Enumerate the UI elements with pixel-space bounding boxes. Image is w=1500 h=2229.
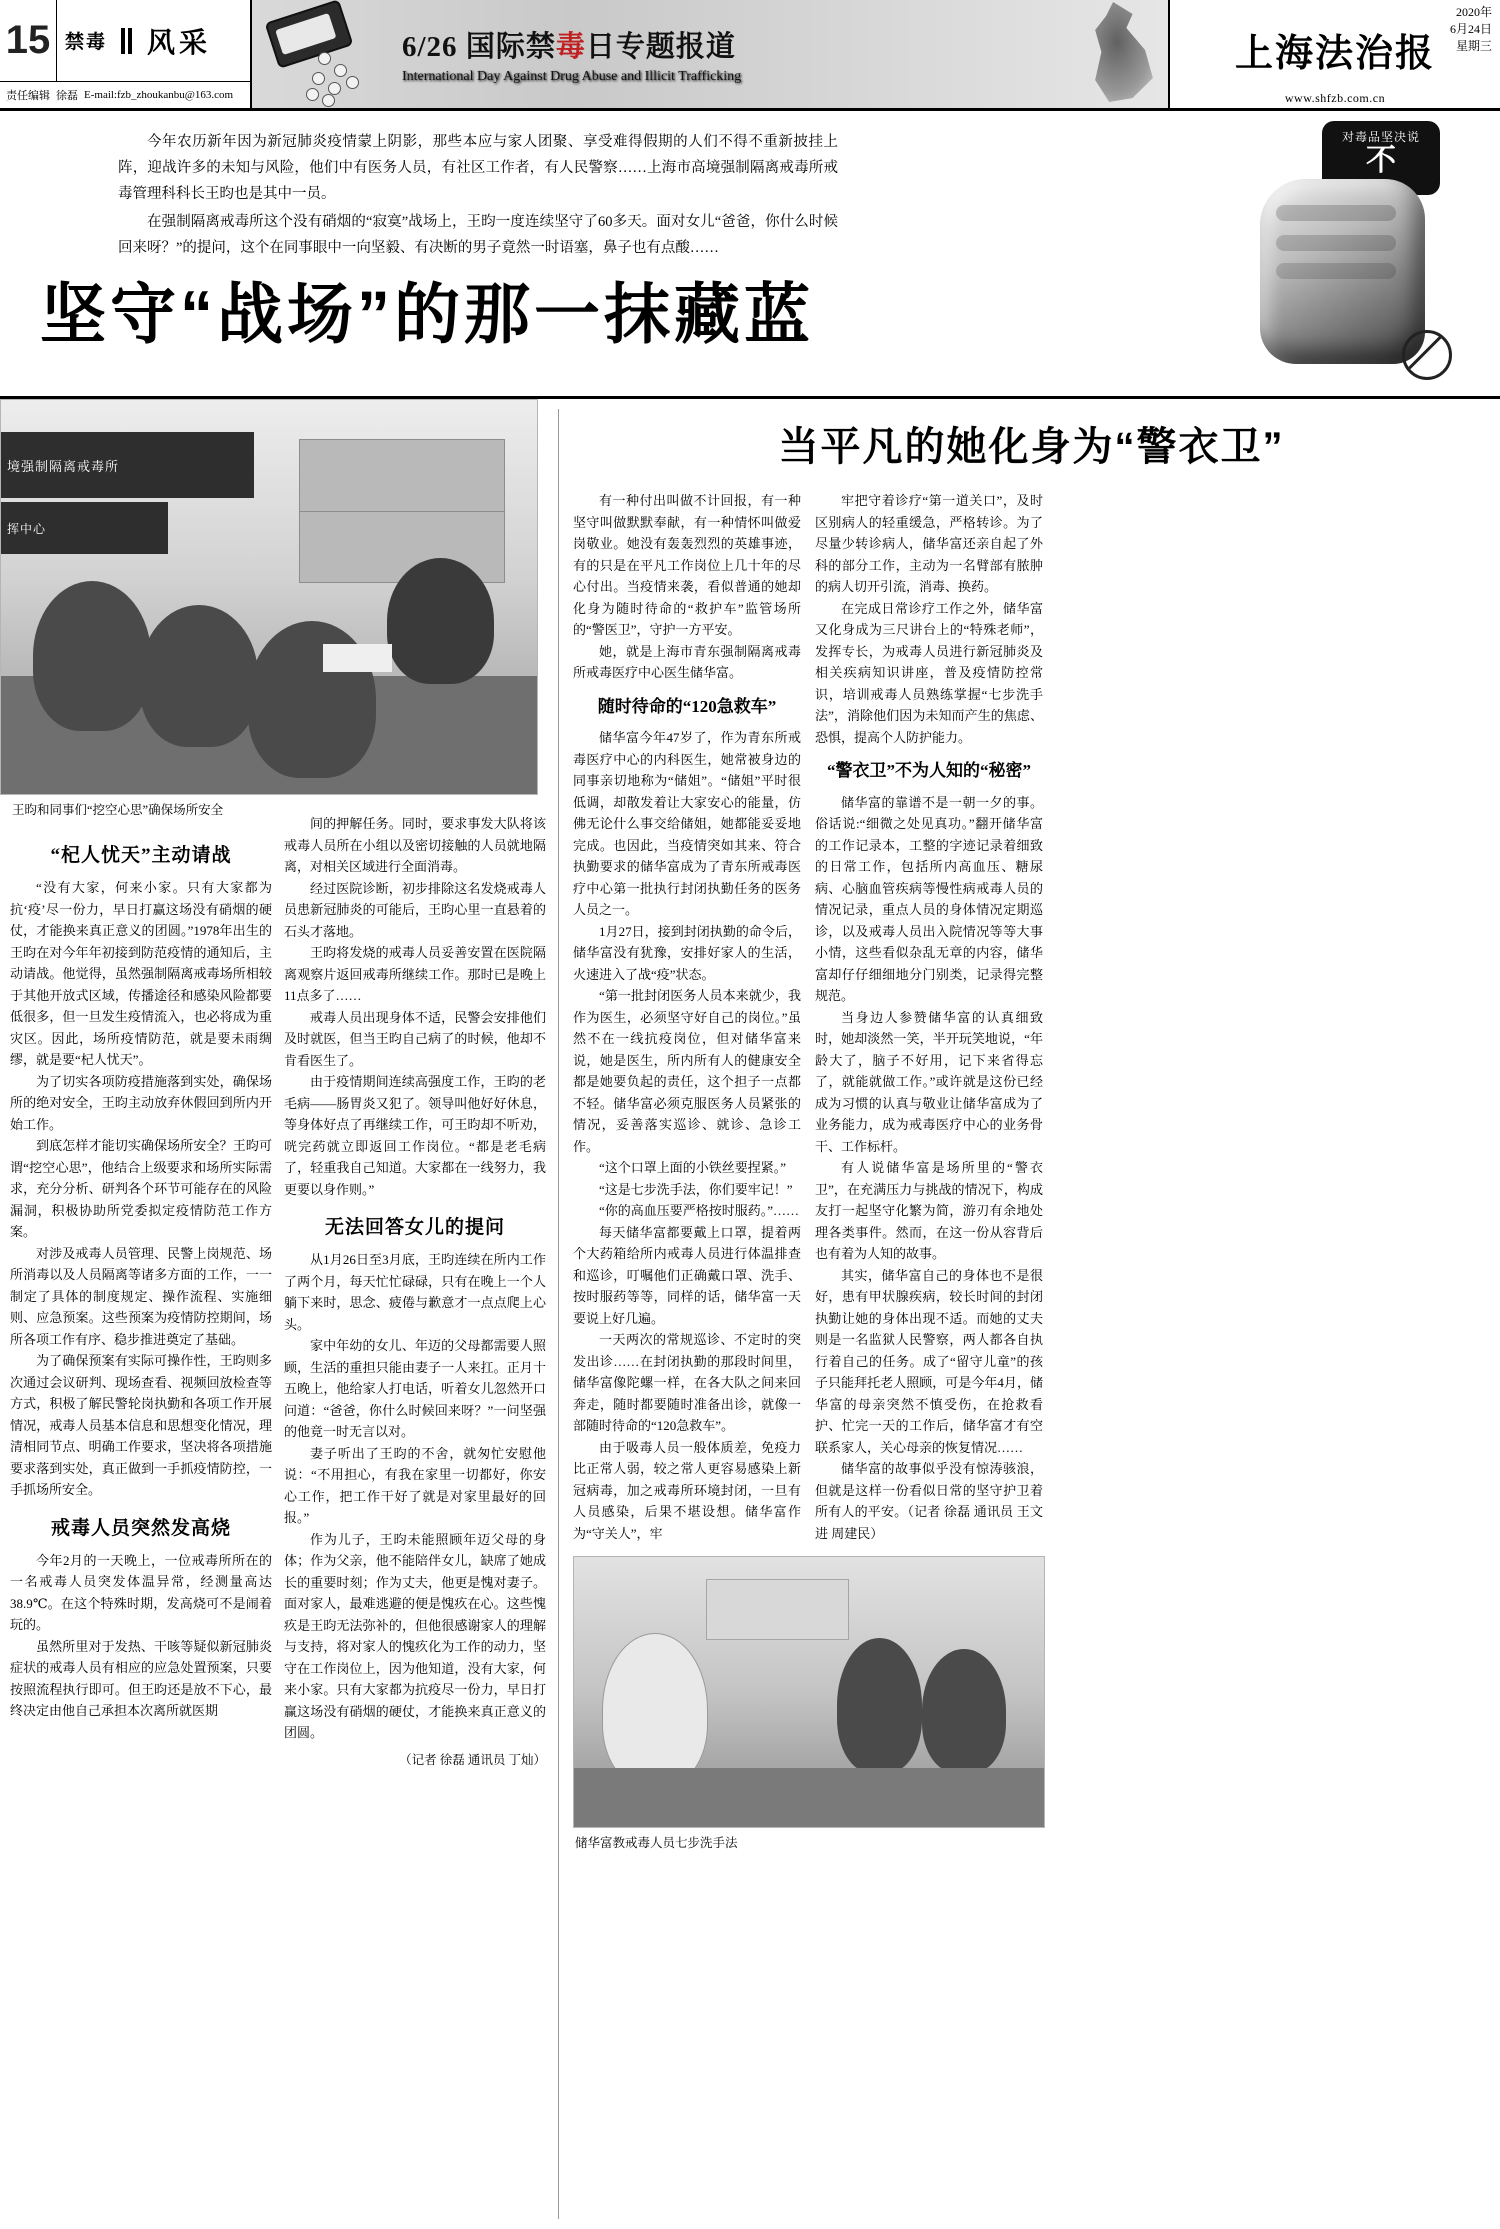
paragraph: 对涉及戒毒人员管理、民警上岗规范、场所消毒以及人员隔离等诸多方面的工作，一一制定了具体的制度规定、操作流程、实施细则、应急预案。这些预案为疫情防控期间，场所各项工作有序、稳步推进奠定了基础。 xyxy=(10,1245,272,1347)
fist-icon xyxy=(1260,179,1425,364)
photo-document xyxy=(323,644,393,672)
left-section-2-text xyxy=(10,1550,272,1722)
rooster-illustration xyxy=(1078,2,1156,102)
decorative-bars xyxy=(121,27,135,55)
paragraph: 储华富今年47岁了，作为青东所戒毒医疗中心的内科医生，她常被身边的同事亲切地称为“储姐”。“储姐”平时很低调，却散发着让大家安心的能量，仿佛无论什么事交给储姐，她都能妥妥地完成。也因此，当疫情突如其来、符合执勤要求的储华富成为了青东所戒毒医疗中心第一批执行封闭执勤任务的医务人员之一。 xyxy=(573,730,801,917)
newspaper-title: 上海法治报 xyxy=(1234,33,1435,75)
left-heading-1: “杞人忧天”主动请战 xyxy=(50,845,232,866)
photo-caption-2: 储华富教戒毒人员七步洗手法 xyxy=(575,1836,738,1850)
left-article-byline: （记者 徐磊 通讯员 丁灿） xyxy=(399,1752,546,1767)
paragraph: 储华富的靠谱不是一朝一夕的事。俗话说:“细微之处见真功。”翻开储华富的工作记录本，工整的字迹记录着细致的日常工作，包括所内高血压、糖尿病、心脑血管疾病等慢性病戒毒人员的情况记录，重点人员的身体情况定期巡诊，以及戒毒人员出入院情况等等大事小情，这些看似杂乱无章的内容，储华富却仔仔细细地分门别类，记录得完整规范。 xyxy=(815,794,1043,1003)
paragraph: 在完成日常诊疗工作之外，储华富又化身成为三尺讲台上的“特殊老师”，发挥专长，为戒毒人员进行新冠肺炎及相关疾病知识讲座，普及疫情防控常识，培训戒毒人员熟练掌握“七步洗手法”，消除他们因为未知而产生的焦虑、恐惧，提高个人防护能力。 xyxy=(815,600,1043,745)
right-subheading-1: 随时待命的“120急救车” xyxy=(597,696,777,716)
photo-trainee-1 xyxy=(837,1638,922,1773)
paragraph: 经过医院诊断，初步排除这名发烧戒毒人员患新冠肺炎的可能后，王昀心里一直悬着的石头才落地。 xyxy=(284,880,546,939)
paragraph: 作为儿子，王昀未能照顾年迈父母的身体；作为父亲，他不能陪伴女儿，缺席了她成长的重要时刻；作为丈夫，他更是愧对妻子。面对家人，最难逃避的便是愧疚在心。这些愧疚是王昀无法弥补的，但他很感谢家人的理解与支持，将对家人的愧疚化为工作的动力，坚守在工作岗位上，因为他知道，没有大家，何来小家。只有大家都为抗疫尽一份力，早日打赢这场没有硝烟的硬仗，才能换来真正意义的团圆。 xyxy=(284,1531,546,1740)
paragraph: 其实，储华富自己的身体也不是很好，患有甲状腺疾病，较长时间的封闭执勤让她的身体出现不适。而她的丈夫则是一名监狱人民警察，两人都各自执行着自己的任务。成了“留守儿童”的孩子只能拜托老人照顾，可是今年4月，储华富的母亲突然不慎受伤，在抢救看护、忙完一天的工作后，储华富才有空联系家人，关心母亲的恢复情况…… xyxy=(815,1267,1043,1455)
paragraph: 今年2月的一天晚上，一位戒毒所所在的一名戒毒人员突发体温异常，经测量高达38.9℃。在这个特殊时期，发高烧可不是闹着玩的。 xyxy=(10,1552,272,1632)
left-column xyxy=(7,409,272,2219)
paragraph: “这是七步洗手法，你们要牢记！” xyxy=(599,1181,793,1197)
paragraph: 戒毒人员出现身体不适，民警会安排他们及时就医，但当王昀自己病了的时候，他却不肯看医生了。 xyxy=(284,1009,546,1068)
photo-doctor xyxy=(602,1633,707,1786)
paragraph: 家中年幼的女儿、年迈的父母都需要人照顾，生活的重担只能由妻子一人来扛。正月十五晚上，他给家人打电话，听着女儿忽然开口问道：“爸爸，你什么时候回来呀？”一问坚强的他竟一时无言以对。 xyxy=(284,1338,546,1439)
paragraph: 间的押解任务。同时，要求事发大队将该戒毒人员所在小组以及密切接触的人员就地隔离，对相关区域进行全面消毒。 xyxy=(284,816,546,874)
campaign-title-english: International Day Against Drug Abuse and Illicit Trafficking xyxy=(402,68,742,84)
right-column-2 xyxy=(815,490,1043,1544)
paragraph: 牢把守着诊疗“第一道关口”，及时区别病人的轻重缓急，严格转诊。为了尽量少转诊病人，储华富还亲自起了外科的部分工作，主动为一名臂部有脓肿的病人切开引流，消毒、换药。 xyxy=(815,493,1043,594)
masthead-section: 风采 xyxy=(147,27,212,59)
feature-block xyxy=(0,111,1500,399)
paragraph: 到底怎样才能切实确保场所安全？王昀可谓“挖空心思”，他结合上级要求和场所实际需求，充分分析、研判各个环节可能存在的风险漏洞，积极协助所党委拟定疫情防范工作方案。 xyxy=(10,1138,272,1239)
paragraph: “没有大家，何来小家。只有大家都为抗‘疫’尽一份力，早日打赢这场没有硝烟的硬仗，才能换来真正意义的团圆。”1978年出生的王昀在对今年年初接到防范疫情的通知后，主动请战。他觉得，虽然强制隔离戒毒场所相较于其他开放式区域，传播途径和感染风险都要低很多，但一旦发生疫情流入，也必将成为重灾区。因此，场所疫情防范，就是要未雨绸缪，就是要“杞人忧天”。 xyxy=(10,880,272,1067)
editor-name: 徐磊 xyxy=(56,90,78,102)
mid-section-1-text xyxy=(284,1249,546,1744)
publication-date xyxy=(1450,4,1492,55)
photo-banner-text: 境强制隔离戒毒所 xyxy=(1,432,254,499)
photo-banner-text-2: 挥中心 xyxy=(1,502,168,553)
masthead-editor-line xyxy=(0,82,250,108)
page-number: 15 xyxy=(5,18,51,62)
right-article xyxy=(558,409,1490,2219)
photo-trainee-2 xyxy=(922,1649,1007,1773)
left-section-1-text xyxy=(10,877,272,1501)
campaign-banner xyxy=(252,0,1168,108)
date-year: 2020年 xyxy=(1455,5,1492,19)
pill-bottle-illustration xyxy=(262,6,392,102)
paragraph: 她，就是上海市青东强制隔离戒毒所戒毒医疗中心医生储华富。 xyxy=(573,643,801,680)
paragraph: 从1月26日至3月底，王昀连续在所内工作了两个月，每天忙忙碌碌，只有在晚上一个人躺下来时，思念、疲倦与歉意才一点点爬上心头。 xyxy=(284,1252,546,1332)
campaign-title xyxy=(402,24,741,85)
paragraph: 妻子听出了王昀的不舍，就匆忙安慰他说：“不用担心，有我在家里一切都好，你安心工作，把工作干好了就是对家里最好的回报。” xyxy=(284,1445,546,1525)
paragraph: 由于吸毒人员一般体质差，免疫力比正常人弱，较之常人更容易感染上新冠病毒，加之戒毒所环境封闭，一旦有人员感染，后果不堪设想。储华富作为“守关人”，牢 xyxy=(573,1439,801,1541)
feature-lead xyxy=(118,129,838,263)
anti-drug-illustration xyxy=(1230,121,1460,386)
campaign-date: 6/26 xyxy=(402,30,458,63)
photo-handwashing xyxy=(573,1556,1045,1828)
paragraph: 有人说储华富是场所里的“警衣卫”，在充满压力与挑战的情况下，构成友打一起坚守化繁为简，游刃有余地处理各类事件。然而，在这一份从容背后也有着为人知的故事。 xyxy=(815,1160,1043,1261)
left-heading-2: 戒毒人员突然发高烧 xyxy=(50,1517,231,1539)
newspaper-url[interactable]: www.shfzb.com.cn xyxy=(1284,91,1386,105)
paragraph: “你的高血压要严格按时服药。”…… xyxy=(599,1203,800,1218)
right-article-title: 当平凡的她化身为“警衣卫” xyxy=(778,425,1285,469)
campaign-main-b: 日专题报道 xyxy=(585,30,736,63)
paragraph: 有一种付出叫做不计回报，有一种坚守叫做默默奉献，有一种情怀叫做爱岗敬业。她没有轰轰烈烈的英雄事迹，有的只是在平凡工作岗位上几十年的尽心付出。当疫情来袭，看似普通的她却化身为随时待命的“救护车”监管场所的“警医卫”，守护一方平安。 xyxy=(573,493,801,637)
campaign-main-red: 毒 xyxy=(555,30,586,63)
photo-meeting xyxy=(0,399,538,795)
paragraph: 为了确保预案有实际可操作性，王昀则多次通过会议研判、现场查看、视频回放检查等方式，积极了解民警轮岗执勤和各项工作开展情况，戒毒人员基本信息和思想变化情况，理清相同节点、明确工作要求，坚决将各项措施要求落到实处，真正做到一手抓疫情防控，一手抓场所安全。 xyxy=(10,1353,272,1497)
article-body xyxy=(0,399,1500,2219)
photo-cabinet xyxy=(299,439,505,583)
paragraph: 1月27日，接到封闭执勤的命令后，储华富没有犹豫，安排好家人的生活，火速进入了战“疫”状态。 xyxy=(573,923,801,982)
paragraph: “这个口罩上面的小铁丝要捏紧。” xyxy=(599,1160,787,1175)
masthead-section-bar xyxy=(0,0,250,82)
masthead-right xyxy=(1168,0,1500,108)
masthead-left xyxy=(0,0,252,108)
paragraph: 储华富的故事似乎没有惊涛骇浪，但就是这样一份看似日常的坚守护卫着所有人的平安。（记者 徐磊 通讯员 王文进 周建民） xyxy=(815,1461,1043,1541)
paragraph: 为了切实各项防疫措施落到实处，确保场所的绝对安全，王昀主动放弃休假回到所内开始工作。 xyxy=(10,1073,272,1132)
photo-caption-1: 王昀和同事们“挖空心思”确保场所安全 xyxy=(12,803,224,817)
paragraph: 王昀将发烧的戒毒人员妥善安置在医院隔离观察片返回戒毒所继续工作。那时已是晚上11点多了…… xyxy=(284,945,546,1003)
paragraph: 由于疫情期间连续高强度工作，王昀的老毛病——肠胃炎又犯了。领导叫他好好休息，等身体好点了再继续工作，可王昀却不听劝，咣完药就立即返回工作岗位。“都是老毛病了，轻重我自己知道。大家都在一线努力，我更要以身作则。” xyxy=(284,1074,546,1197)
no-drug-icon xyxy=(1402,330,1452,380)
photo-person-officer xyxy=(387,558,494,684)
paragraph: 一天两次的常规巡诊、不定时的突发出诊……在封闭执勤的那段时间里，储华富像陀螺一样，在各大队之间来回奔走，随时都要随时准备出诊，就像一部随时待命的“120急救车”。 xyxy=(573,1332,801,1433)
mid-section-continued xyxy=(284,813,546,1200)
paragraph: 每天储华富都要戴上口罩，提着两个大药箱给所内戒毒人员进行体温排查和巡诊，叮嘱他们正确戴口罩、洗手、按时服药等等，同样的话，储华富一天要说上好几遍。 xyxy=(573,1224,801,1326)
editor-label: 责任编辑 xyxy=(6,90,50,102)
right-column-1 xyxy=(573,490,801,1544)
feature-lead-p1: 今年农历新年因为新冠肺炎疫情蒙上阴影，那些本应与家人团聚、享受难得假期的人们不得不重新披挂上阵，迎战许多的未知与风险，他们中有医务人员，有社区工作者，有人民警察……上海市高境强制隔离戒毒所戒毒管理科科长王昀也是其中一员。 xyxy=(118,134,838,202)
speech-bubble-top-text: 对毒品坚决说 xyxy=(1341,130,1420,144)
right-subheading-2: “警衣卫”不为人知的“秘密” xyxy=(827,761,1031,780)
editor-email: E-mail:fzb_zhoukanbu@163.com xyxy=(84,89,234,101)
photo-desk xyxy=(574,1768,1044,1827)
masthead xyxy=(0,0,1500,111)
photo-shelf xyxy=(706,1579,849,1640)
masthead-category: 禁毒 xyxy=(56,0,115,81)
date-month-day: 6月24日 xyxy=(1449,22,1492,36)
speech-bubble-big-text: 不 xyxy=(1366,144,1396,177)
feature-lead-p2: 在强制隔离戒毒所这个没有硝烟的“寂寞”战场上，王昀一度连续坚守了60多天。面对女儿“爸爸，你什么时候回来呀？”的提问，这个在同事眼中一向坚毅、有决断的男子竟然一时语塞，鼻子也有点酸…… xyxy=(118,214,838,256)
paragraph: 虽然所里对于发热、干咳等疑似新冠肺炎症状的戒毒人员有相应的应急处置预案，只要按照流程执行即可。但王昀还是放不下心，最终决定由他自己承担本次离所就医期 xyxy=(10,1638,272,1718)
campaign-main-a: 国际禁 xyxy=(465,30,556,63)
paragraph: “第一批封闭医务人员本来就少，我作为医生，必须坚守好自己的岗位。”虽然不在一线抗疫岗位，但对储华富来说，她是医生，所内所有人的健康安全都是她要负起的责任，这个担子一点都不轻。储华富必须克服医务人员紧张的情况，妥善落实巡诊、就诊、急诊工作。 xyxy=(573,988,801,1154)
photo-person-2 xyxy=(140,605,258,747)
paragraph: 当身边人参赞储华富的认真细致时，她却淡然一笑，半开玩笑地说，“年龄大了，脑子不好用，记下来省得忘了，就能就做工作。”或许就是这份已经成为习惯的认真与敬业让储华富成为了业务能力，成为戒毒医疗中心的业务骨干、工作标杆。 xyxy=(815,1009,1043,1154)
photo-person-1 xyxy=(33,581,151,731)
mid-heading-1: 无法回答女儿的提问 xyxy=(324,1217,505,1238)
date-weekday: 星期三 xyxy=(1455,39,1492,53)
feature-headline: 坚守“战场”的那一抹藏蓝 xyxy=(40,277,814,351)
